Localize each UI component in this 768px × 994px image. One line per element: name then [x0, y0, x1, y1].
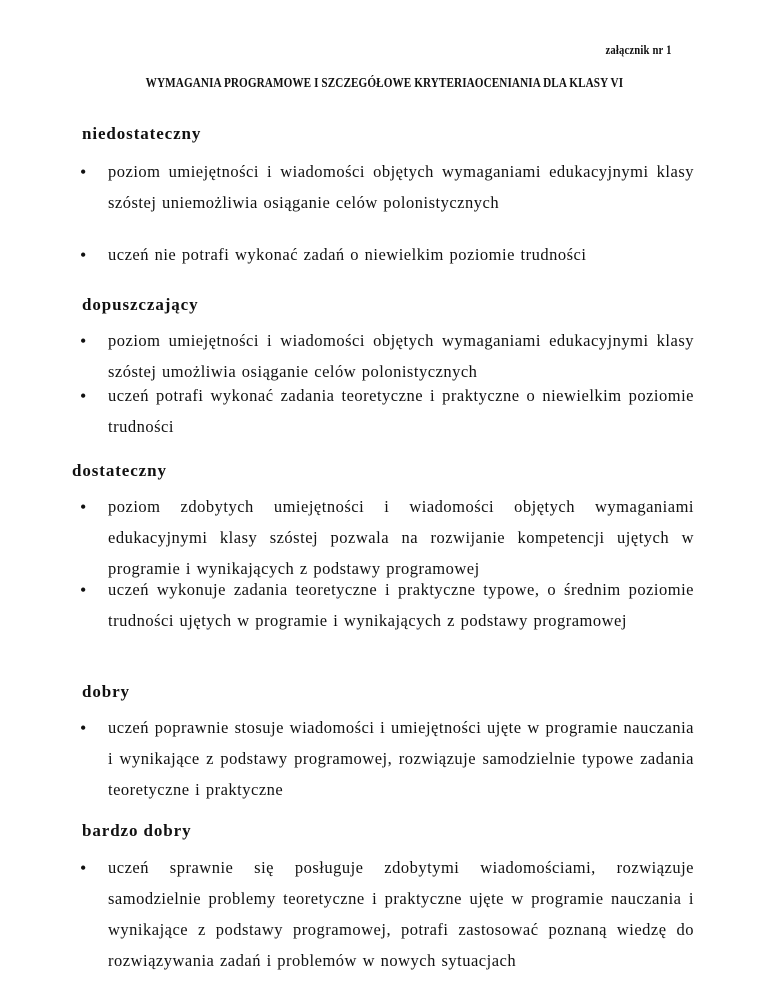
grade-heading-bardzo-dobry: bardzo dobry [82, 821, 192, 840]
attachment-label: załącznik nr 1 [605, 42, 672, 57]
bullet-icon: • [80, 858, 87, 878]
criterion-text: uczeń poprawnie stosuje wiadomości i umiejętności ujęte w programie nauczania i wynikające z podstawy programowej, rozwiązuje samodzielnie typowe zadania teoretyczne i praktyczne [108, 718, 694, 799]
bullet-icon: • [80, 331, 87, 351]
bullet-icon: • [80, 245, 87, 265]
criterion-text: uczeń potrafi wykonać zadania teoretyczne i praktyczne o niewielkim poziomie trudności [108, 386, 694, 436]
criterion-text: uczeń sprawnie się posługuje zdobytymi wiadomościami, rozwiązuje samodzielnie problemy teoretyczne i praktyczne ujęte w programie nauczania i wynikające z podstawy programowej, potrafi zastosować poznaną wiedzę do rozwiązywania zadań i problemów w nowych sytuacjach [108, 858, 694, 970]
criterion-text: poziom umiejętności i wiadomości objętych wymaganiami edukacyjnymi klasy szóstej uniemożliwia osiąganie celów polonistycznych [108, 162, 694, 212]
document-title-text: WYMAGANIA PROGRAMOWE I SZCZEGÓŁOWE KRYTERIAOCENIANIA DLA KLASY VI [145, 76, 623, 91]
document-title [0, 76, 768, 92]
bullet-icon: • [80, 718, 87, 738]
criterion-text: poziom zdobytych umiejętności i wiadomości objętych wymaganiami edukacyjnymi klasy szóstej pozwala na rozwijanie kompetencji ujętych w programie i wynikających z podstawy programowej [108, 497, 694, 578]
criterion-text: uczeń wykonuje zadania teoretyczne i praktyczne typowe, o średnim poziomie trudności ujętych w programie i wynikających z podstawy programowej [108, 580, 694, 630]
grade-heading-dostateczny: dostateczny [72, 461, 167, 480]
bullet-icon: • [80, 162, 87, 182]
criterion-text: uczeń nie potrafi wykonać zadań o niewielkim poziomie trudności [108, 245, 587, 264]
grade-heading-dobry: dobry [82, 682, 130, 701]
criterion-text: poziom umiejętności i wiadomości objętych wymaganiami edukacyjnymi klasy szóstej umożliwia osiąganie celów polonistycznych [108, 331, 694, 381]
bullet-icon: • [80, 497, 87, 517]
bullet-icon: • [80, 580, 87, 600]
grade-heading-niedostateczny: niedostateczny [82, 124, 202, 143]
grade-heading-dopuszczajacy: dopuszczający [82, 295, 199, 314]
bullet-icon: • [80, 386, 87, 406]
